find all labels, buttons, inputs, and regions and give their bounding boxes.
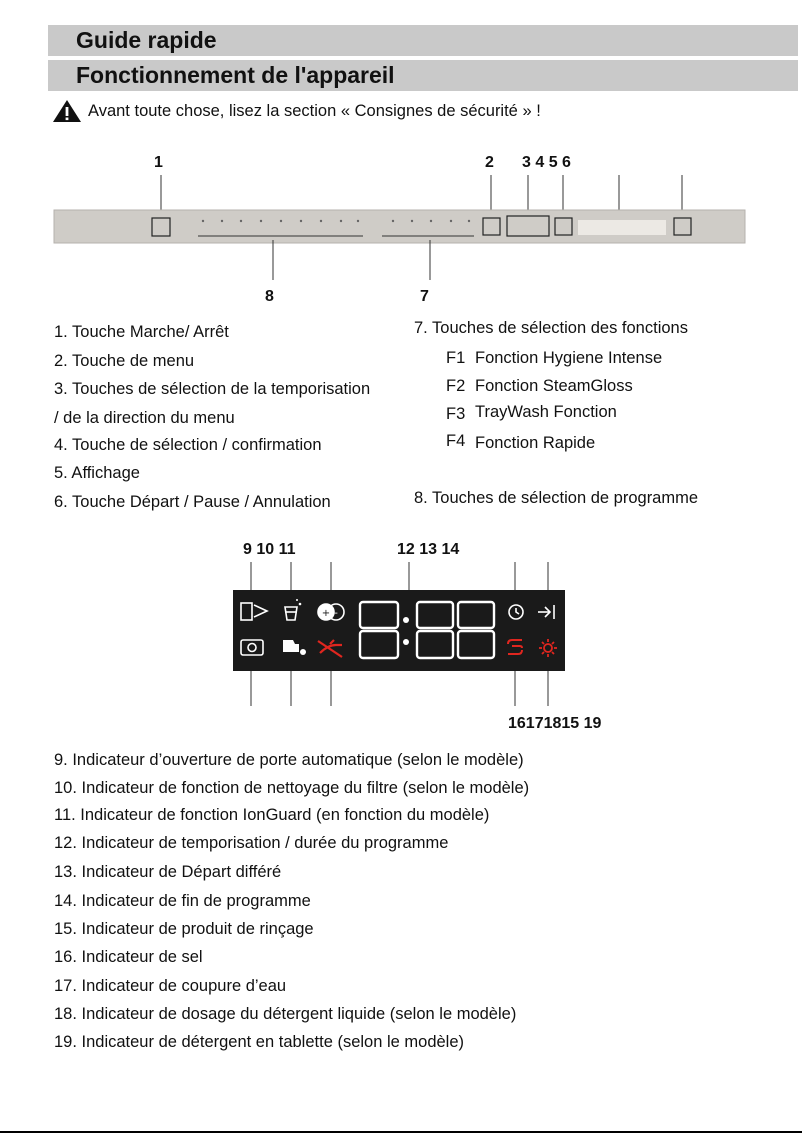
indicator-11: 11. Indicateur de fonction IonGuard (en fonction du modèle)	[54, 806, 490, 824]
control-item-4: 4. Touche de sélection / confirmation	[54, 436, 322, 454]
indicator-10: 10. Indicateur de fonction de nettoyage du filtre (selon le modèle)	[54, 779, 530, 797]
function-label-f3: TrayWash Fonction	[475, 403, 617, 421]
control-item-6: 6. Touche Départ / Pause / Annulation	[54, 493, 331, 511]
indicator-18: 18. Indicateur de dosage du détergent liquide (selon le modèle)	[54, 1005, 517, 1023]
indicator-12: 12. Indicateur de temporisation / durée du programme	[54, 834, 449, 852]
function-label-f1: Fonction Hygiene Intense	[475, 349, 663, 367]
control-item-3b: / de la direction du menu	[54, 409, 235, 427]
indicator-19: 19. Indicateur de détergent en tablette (selon le modèle)	[54, 1033, 465, 1051]
page-bottom-rule	[0, 1131, 802, 1133]
indicator-14: 14. Indicateur de fin de programme	[54, 892, 311, 910]
page-title: Guide rapide	[48, 25, 798, 56]
callout-15-19: 16171815 19	[508, 715, 602, 732]
callout-12-14: 12 13 14	[397, 541, 460, 558]
indicator-15: 15. Indicateur de produit de rinçage	[54, 920, 314, 938]
warning-text: Avant toute chose, lisez la section « Consignes de sécurité » !	[88, 101, 541, 120]
callout-3-6: 3 4 5 6	[522, 154, 571, 171]
indicator-16: 16. Indicateur de sel	[54, 948, 203, 966]
callout-2: 2	[485, 154, 494, 171]
control-item-7: 7. Touches de sélection des fonctions	[414, 319, 688, 337]
function-code-f1: F1	[446, 349, 466, 367]
function-code-f2: F2	[446, 377, 466, 395]
function-label-f4: Fonction Rapide	[475, 434, 596, 452]
warning-icon	[52, 99, 82, 123]
callout-9-11: 9 10 11	[243, 541, 296, 558]
control-item-2: 2. Touche de menu	[54, 352, 195, 370]
function-code-f4: F4	[446, 432, 466, 450]
function-code-f3: F3	[446, 405, 466, 423]
indicator-13: 13. Indicateur de Départ différé	[54, 863, 282, 881]
callout-1: 1	[154, 154, 163, 171]
indicator-9: 9. Indicateur d’ouverture de porte automatique (selon le modèle)	[54, 751, 524, 769]
svg-text:-: -	[334, 608, 338, 619]
safety-warning	[52, 99, 541, 123]
indicator-17: 17. Indicateur de coupure d’eau	[54, 977, 287, 995]
callout-7: 7	[420, 288, 429, 305]
control-item-8: 8. Touches de sélection de programme	[414, 489, 699, 507]
callout-8: 8	[265, 288, 274, 305]
control-item-5: 5. Affichage	[54, 464, 140, 482]
section-title: Fonctionnement de l'appareil	[48, 60, 798, 91]
control-item-1: 1. Touche Marche/ Arrêt	[54, 323, 229, 341]
control-panel-diagram	[0, 170, 802, 290]
svg-text:+: +	[321, 608, 331, 619]
function-label-f2: Fonction SteamGloss	[475, 377, 633, 395]
display-diagram	[0, 560, 802, 715]
control-item-3: 3. Touches de sélection de la temporisation	[54, 380, 371, 398]
